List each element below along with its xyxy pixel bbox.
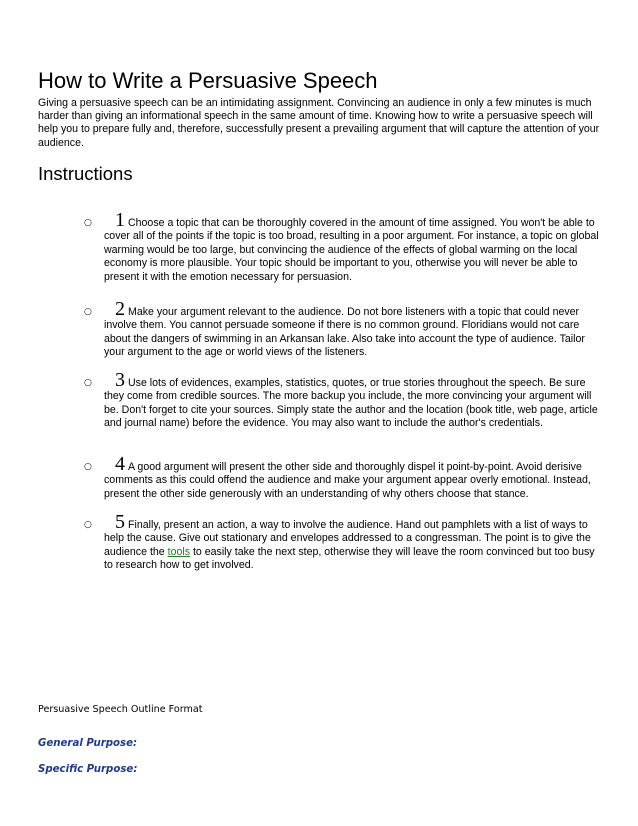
step-text: A good argument will present the other side and thoroughly dispel it point-by-point. Avoid derisive comments as this could offend the audience and make your argument appear overly emotional. Instead, present the other side generously with an understanding of why others choose that stance. [104, 461, 591, 500]
instructions-heading: Instructions [38, 163, 133, 184]
step-number: 1 [115, 209, 125, 231]
step-number: 3 [115, 369, 125, 391]
specific-purpose-label: Specific Purpose: [38, 764, 138, 775]
step-text: Finally, present an action, a way to involve the audience. Hand out pamphlets with a list of ways to help the cause. Give out stationary and envelopes addressed to a congressman. The point is to give the audience the [104, 519, 591, 558]
step-text: Make your argument relevant to the audience. Do not bore listeners with a topic that could never involve them. You cannot persuade someone if there is no common ground. Floridians would not care about the dangers of swimming in an Arkansan lake. Also take into account the type of audience. Tailor your argument to the age or world views of the listeners. [104, 306, 585, 359]
step-text: Choose a topic that can be thoroughly covered in the amount of time assigned. You won't be able to cover all of the points if the topic is too broad, resulting in a poor argument. For instance, a topic on global warming would be too large, but convincing the audience of the effects of global warming on the local economy is more plausible. Your topic should be important to you, otherwise you will never be able to present it with the emotion necessary for persuasion. [104, 217, 599, 283]
bullet-icon: ○ [84, 462, 92, 472]
intro-paragraph: Giving a persuasive speech can be an intimidating assignment. Convincing an audience in only a few minutes is much harder than giving an informational speech in the same amount of time. Knowing how to write a persuasive speech will help you to prepare fully and, therefore, successfully present a prevailing argument that will capture the attention of your audience. [38, 97, 600, 149]
step-number: 5 [115, 511, 125, 533]
general-purpose-label: General Purpose: [38, 738, 138, 749]
step-number: 2 [115, 298, 125, 320]
bullet-icon: ○ [84, 520, 92, 530]
outline-title: Persuasive Speech Outline Format [38, 704, 203, 715]
step-text: Use lots of evidences, examples, statistics, quotes, or true stories throughout the speech. Be sure they come from credible sources. The more backup you include, the more convincing your argument will be. Don't forget to cite your sources. Simply state the author and the location (book title, web page, article and journal name) before the evidence. You may also want to include the author's credentials. [104, 377, 598, 430]
bullet-icon: ○ [84, 218, 92, 228]
bullet-icon: ○ [84, 378, 92, 388]
step-text: to easily take the next step, otherwise they will leave the room convinced but too busy to research how to get involved. [104, 545, 595, 572]
step-number: 4 [115, 453, 125, 475]
tools-link[interactable]: tools [167, 545, 191, 558]
page-title: How to Write a Persuasive Speech [38, 68, 378, 93]
bullet-icon: ○ [84, 307, 92, 317]
